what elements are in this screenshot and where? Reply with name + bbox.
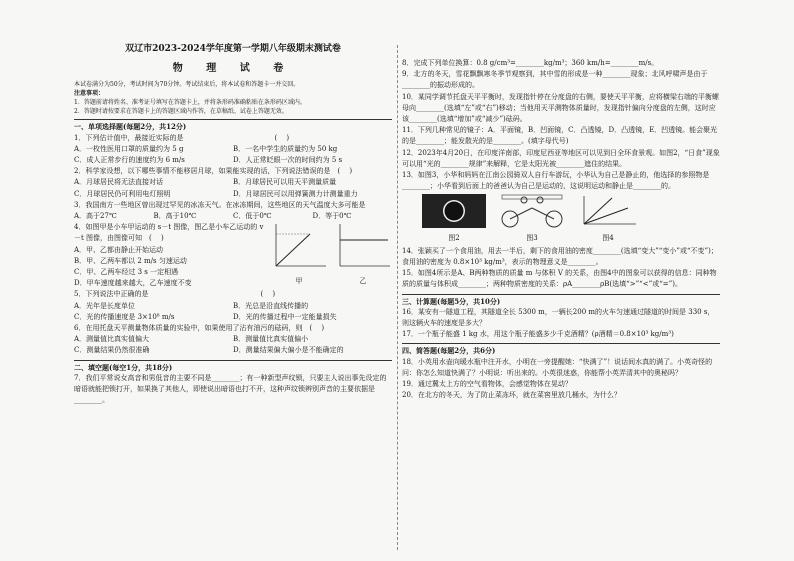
option: D．甲车速度越来越大，乙车速度不变 — [74, 279, 192, 288]
option: A．甲、乙都由静止开始运动 — [74, 245, 164, 254]
question-14: 14．张颖买了一个食用油，用去一半后，剩下的食用油的密度________(选填“变大”“变小”或“不变”)；食用油的密度为 0.8×10³ kg/m³，表示的物理意义是________。 — [402, 246, 718, 267]
option: D．人正常眨眼一次的时间约为 5 s — [233, 156, 343, 165]
option: D．光的传播过程中一定能量损失 — [233, 312, 337, 321]
graph-jia — [270, 222, 328, 272]
option: A．高于27℃ — [74, 212, 117, 221]
question-1: 1．下列估计值中，最接近实际的是 ( ) — [74, 133, 290, 142]
figure-2-label: 图2 — [448, 233, 460, 242]
option: C．甲、乙两车经过 3 s 一定相遇 — [74, 268, 179, 277]
section-4-heading: 四、简答题(每题2分，共6分) — [402, 343, 720, 356]
option: A．测量值比真实值偏大 — [74, 335, 150, 344]
option: C．光的传播速度是 3×10⁸ m/s — [74, 312, 175, 321]
question-19: 19．通过冀太上方的空气看物体，会感觉物体在晃动？ — [402, 380, 572, 389]
option: C．测量结果仍然很准确 — [74, 346, 150, 355]
question-5: 5．下列说法中正确的是 ( ) — [74, 290, 276, 299]
option: C．低于0℃ — [233, 212, 272, 221]
note-4: 2．答题时请按要求在答题卡上的答题区域内作答，在草稿纸、试卷上答题无效。 — [74, 108, 288, 116]
option: B．光总是沿直线传播的 — [233, 301, 309, 310]
question-13: 13．如图3，小华和妈妈在江南公园骑双人自行车游玩，小华认为自己是静止的，他选择的参照物是________；小华看到后面上的爸爸认为自己是运动的，这说明运动和静止是________的。 — [402, 171, 710, 191]
question-8: 8．完成下列单位换算：0.8 g/cm³=________kg/m³；360 km/h=________m/s。 — [402, 59, 659, 67]
option: B．测量值比真实值偏小 — [233, 335, 309, 344]
option: D．月球居民可以用弹簧测力计测量重力 — [233, 189, 358, 198]
mass-volume-graph — [578, 194, 638, 228]
bicycle-image — [496, 194, 568, 228]
note-2: 注意事项： — [74, 90, 105, 98]
question-4-block — [74, 222, 392, 289]
option: A．一枚性医用口罩的质量约为 5 g — [74, 144, 184, 153]
section-3-heading: 三、计算题(每题5分，共10分) — [402, 294, 720, 307]
option: B．月球居民可以用天平测量质量 — [233, 178, 337, 187]
graph-yi — [334, 222, 392, 272]
question-5-options — [74, 301, 392, 323]
question-3-options — [74, 211, 392, 222]
graph-yi-label: 乙 — [359, 277, 367, 286]
left-column — [74, 40, 392, 551]
question-15: 15．如图4所示是A、B两种物质的质量 m 与体积 V 的关系，由图4中的图象可以获得的信息：同种物质的质量与体积成________；两种物质密度的关系：ρA________ρB(选填“>”“<”或“=”)。 — [402, 269, 717, 289]
question-7: 7．我们平常说女高音和男低音的主要不同是________；有一种新型声纹锁，只要主人说出事先设定的暗语就能把锁打开，如果换了其他人，即使说出暗语也打不开，这种声纹锁辨别声音的主要依据是________。 — [74, 373, 387, 405]
question-20: 20．在北方的冬天，为了防止菜冻坏，就在菜窖里放几桶水，为什么？ — [402, 391, 621, 400]
subject-title: 物 理 试 卷 — [172, 63, 294, 75]
question-2: 2．科学家设想，以下哪些事情不能移居月球，如果能实现的话，下列说法错误的是 ( ) — [74, 167, 353, 176]
question-1-options — [74, 144, 392, 166]
question-6-options — [74, 334, 392, 356]
option: B．高于10℃ — [153, 212, 197, 221]
figure-row — [422, 194, 720, 243]
question-17: 17．一个瓶子能盛 1 kg 水，用这个瓶子能盛多少千克酒精？(ρ酒精＝0.8×10³ kg/m³) — [402, 330, 674, 339]
note-1: 本试卷满分为50分，考试时间为70分钟。考试结束后，将本试卷和答题卡一并交回。 — [74, 81, 300, 89]
column-divider — [397, 45, 398, 550]
question-2-options — [74, 177, 392, 199]
question-4: 4．如图甲是小车甲运动的 s－t 图像，图乙是小车乙运动的 v－t 图像，由图像可知 ( ) — [74, 223, 264, 243]
right-column — [402, 58, 720, 551]
section-2-heading: 二、填空题(每空1分，共18分) — [74, 360, 392, 373]
section-1-heading: 一、单项选择题(每题2分，共12分) — [74, 119, 392, 132]
question-6: 6．在用托盘天平测量物体质量的实验中，如果使用了沾有油污的砝码，则 ( ) — [74, 324, 325, 333]
option: A．光年是长度单位 — [74, 301, 136, 310]
option: B．一名中学生的质量约为 50 kg — [233, 144, 338, 153]
figure-4-label: 图4 — [602, 233, 614, 242]
exam-title: 双辽市2023-2024学年度第一学期八年级期末测试卷 — [125, 44, 341, 54]
option: A．月球居民将无法直接对话 — [74, 178, 164, 187]
option: D．等于0℃ — [312, 212, 352, 221]
question-11: 11．下列几种常见的镜子：A．平面镜，B．凹面镜，C．凸透镜，D．凸透镜，E．凹透镜。能会聚光的是________；能发散光的是________。(填字母代号) — [402, 126, 718, 146]
graph-jia-label: 甲 — [295, 277, 303, 286]
figure-3-label: 图3 — [526, 233, 538, 242]
question-12: 12．2023年4月20日，在印度洋南部，印度尼西亚等地区可以见到日全环食景观。如图2，“日食”现象可以用“光的________规律”来解释，它是太阳光被________遮住的结果。 — [402, 148, 720, 168]
option: B．甲、乙两车都以 2 m/s 匀速运动 — [74, 256, 187, 265]
question-9: 9．北方的冬天，雪花飘飘寒冬季节观察到，其中雪的形成是一种________现象；北风呼啸声是由于________的振动形成的。 — [402, 70, 708, 90]
option: C．成人正常步行的速度约为 6 m/s — [74, 156, 185, 165]
option: D．测量结果偏大偏小是不能确定的 — [233, 346, 344, 355]
note-3: 1．答题前请将姓名、准考证号填写在答题卡上，并将条形码准确粘贴在条形码区域内。 — [74, 99, 306, 107]
option: C．月球居民仍可利用电灯照明 — [74, 189, 171, 198]
question-16: 16．某安有一隧道工程，其隧道全长 5300 m，一辆长200 m的火车匀速通过隧道的时间是 330 s，则这辆火车的速度是多大？ — [402, 307, 715, 328]
question-3: 3．我国南方一些地区曾出现过罕见的冰冻天气。在冰冻期间，这些地区的天气温度大多可能是 — [74, 200, 366, 209]
eclipse-image — [422, 194, 486, 228]
question-10: 10．某同学调节托盘天平平衡时，发现指针停在分度盘的右侧，要使天平平衡，应将横梁右端的平衡螺母向________(选填“左”或“右”)移动；当他用天平测物体质量时，发现指针偏向分度盘的左侧，这时应该________(选填“增加”或“减少”)砝码。 — [402, 92, 719, 124]
question-18: 18．小英用水壶向暖水瓶中注开水，小明在一旁提醒她：“快满了”！说话间水真的满了。小英奇怪的问：你怎么知道快满了？小明说：听出来的。小英很迷惑，你能帮小英弄清其中的奥秘吗？ — [402, 357, 713, 377]
